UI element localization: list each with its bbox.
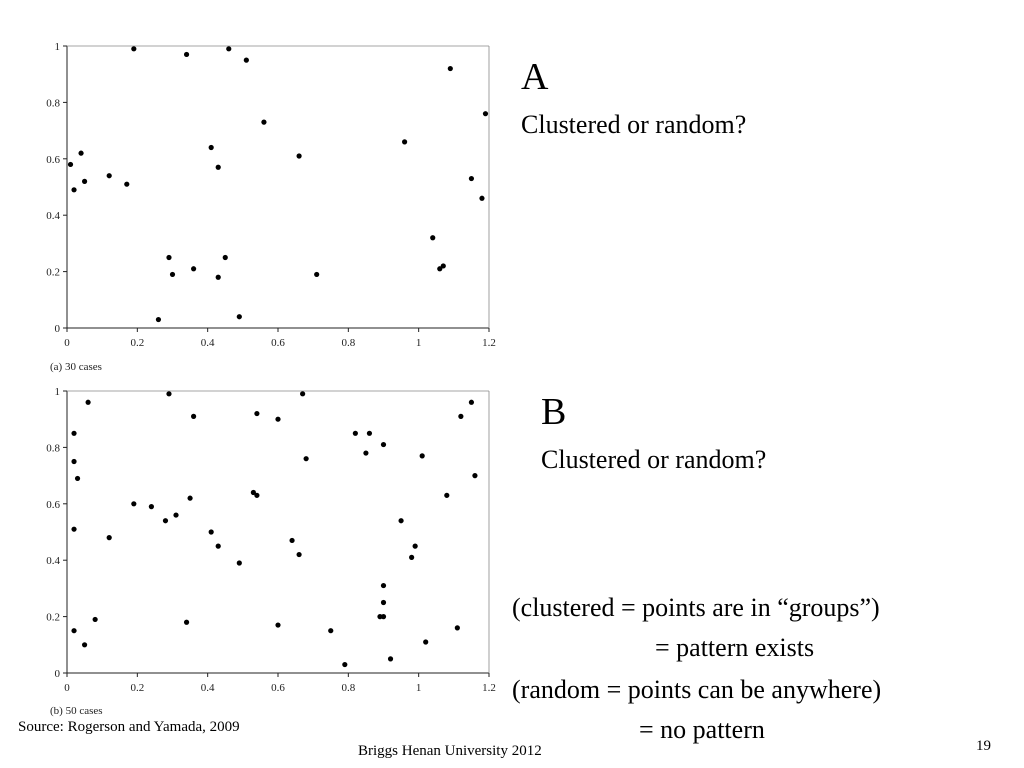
chart-b-point (187, 496, 192, 501)
chart-a-point (448, 66, 453, 71)
chart-b-point (163, 518, 168, 523)
chart-b-point (381, 600, 386, 605)
chart-b-point (86, 400, 91, 405)
chart-b-point (107, 535, 112, 540)
chart-b-point (381, 614, 386, 619)
chart-a-x-tick-label: 0.2 (130, 337, 145, 349)
chart-b-x-tick-label: 0.8 (341, 682, 356, 694)
note-clustered: (clustered = points are in “groups”) (512, 593, 880, 622)
chart-a-x-tick-label: 0.4 (200, 337, 215, 349)
chart-b-x-tick-label: 0.6 (271, 682, 285, 694)
chart-b-point (328, 628, 333, 633)
chart-b-point (300, 391, 305, 396)
chart-a-point (469, 176, 474, 181)
chart-b-x-tick-label: 0 (64, 682, 70, 694)
chart-b-x-tick-label: 0.2 (130, 682, 145, 694)
chart-b-x-tick-label: 1 (415, 682, 422, 694)
chart-b-point (75, 476, 80, 481)
chart-a-point (131, 46, 136, 51)
chart-b-y-tick-label: 0.2 (46, 611, 60, 624)
chart-b-point (455, 625, 460, 630)
chart-b-caption: (b) 50 cases (50, 705, 103, 717)
chart-a-y-tick-label: 0.6 (46, 153, 60, 166)
chart-a-point (402, 139, 407, 144)
chart-a-y-tick-label: 1 (54, 41, 60, 53)
chart-a-point (68, 162, 73, 167)
chart-b-point (275, 417, 280, 422)
chart-b-point (71, 459, 76, 464)
chart-b-point (71, 431, 76, 436)
chart-a-point (314, 272, 319, 277)
chart-a-x-tick-label: 0.8 (341, 337, 356, 349)
chart-b-point (367, 431, 372, 436)
chart-b-point (381, 442, 386, 447)
note-pattern-exists: = pattern exists (655, 633, 815, 662)
chart-a-point (170, 272, 175, 277)
chart-b-point (254, 411, 259, 416)
note-no-pattern: = no pattern (639, 715, 765, 744)
chart-a-point (209, 145, 214, 150)
chart-a-point (479, 196, 484, 201)
panel-a-letter: A (521, 56, 549, 98)
chart-a-point (191, 266, 196, 271)
chart-a-x-tick-label: 1.2 (482, 337, 496, 349)
chart-b-x-tick-label: 1.2 (482, 682, 496, 694)
chart-a-point (107, 173, 112, 178)
chart-a-point (124, 182, 129, 187)
chart-a-point (297, 153, 302, 158)
chart-b-point (131, 501, 136, 506)
chart-b-point (71, 527, 76, 532)
chart-a-point (244, 58, 249, 63)
chart-a-point (216, 275, 221, 280)
chart-a-point (437, 266, 442, 271)
chart-b-point (304, 456, 309, 461)
chart-a-x-tick-label: 1 (415, 337, 422, 349)
chart-a-point (483, 111, 488, 116)
chart-b-point (420, 453, 425, 458)
slide-footer: Briggs Henan University 2012 (358, 743, 542, 759)
chart-b-point (413, 544, 418, 549)
chart-b-point (237, 560, 242, 565)
chart-a-point (430, 235, 435, 240)
chart-b-point (409, 555, 414, 560)
panel-a-question: Clustered or random? (521, 110, 747, 139)
chart-a-y-tick-label: 0.8 (46, 97, 60, 110)
chart-b-y-tick-label: 0.8 (46, 442, 60, 455)
note-random: (random = points can be anywhere) (512, 675, 882, 704)
chart-b-point (388, 656, 393, 661)
chart-b-point (398, 518, 403, 523)
chart-b-point (184, 620, 189, 625)
page-number: 19 (976, 738, 991, 754)
chart-a-point (237, 314, 242, 319)
chart-b-point (93, 617, 98, 622)
chart-b-point (297, 552, 302, 557)
chart-b-y-tick-label: 1 (54, 386, 60, 398)
chart-b-point (353, 431, 358, 436)
chart-b-point (342, 662, 347, 667)
chart-b-point (469, 400, 474, 405)
chart-b-y-tick-label: 0.4 (46, 555, 60, 568)
chart-a-point (184, 52, 189, 57)
chart-a-point (226, 46, 231, 51)
chart-b-point (423, 639, 428, 644)
chart-b-y-tick-label: 0 (54, 668, 60, 680)
chart-a-point (223, 255, 228, 260)
chart-a-point (78, 151, 83, 156)
chart-b-point (216, 544, 221, 549)
chart-b-y-tick-label: 0.6 (46, 498, 60, 511)
chart-a-caption: (a) 30 cases (50, 361, 102, 373)
chart-b-point (166, 391, 171, 396)
panel-b-letter: B (541, 391, 567, 433)
chart-a-point (71, 187, 76, 192)
chart-b-point (71, 628, 76, 633)
chart-b-point (209, 529, 214, 534)
chart-b-point (191, 414, 196, 419)
chart-b-point (149, 504, 154, 509)
source-citation: Source: Rogerson and Yamada, 2009 (18, 719, 240, 735)
chart-b-point (444, 493, 449, 498)
chart-a-point (261, 120, 266, 125)
chart-b-point (472, 473, 477, 478)
chart-b-point (254, 493, 259, 498)
chart-a-point (82, 179, 87, 184)
chart-b-point (289, 538, 294, 543)
chart-b-point (458, 414, 463, 419)
chart-a-point (216, 165, 221, 170)
chart-b-point (173, 512, 178, 517)
chart-a-y-tick-label: 0 (54, 323, 60, 335)
chart-a-y-tick-label: 0.4 (46, 210, 60, 223)
chart-a-x-tick-label: 0 (64, 337, 70, 349)
chart-b-point (363, 450, 368, 455)
chart-b-point (381, 583, 386, 588)
chart-b-point (275, 622, 280, 627)
chart-a-point (156, 317, 161, 322)
chart-a-x-tick-label: 0.6 (271, 337, 285, 349)
chart-b-point (82, 642, 87, 647)
panel-b-question: Clustered or random? (541, 445, 767, 474)
chart-b-x-tick-label: 0.4 (200, 682, 215, 694)
chart-a-point (166, 255, 171, 260)
chart-a-y-tick-label: 0.2 (46, 266, 60, 279)
